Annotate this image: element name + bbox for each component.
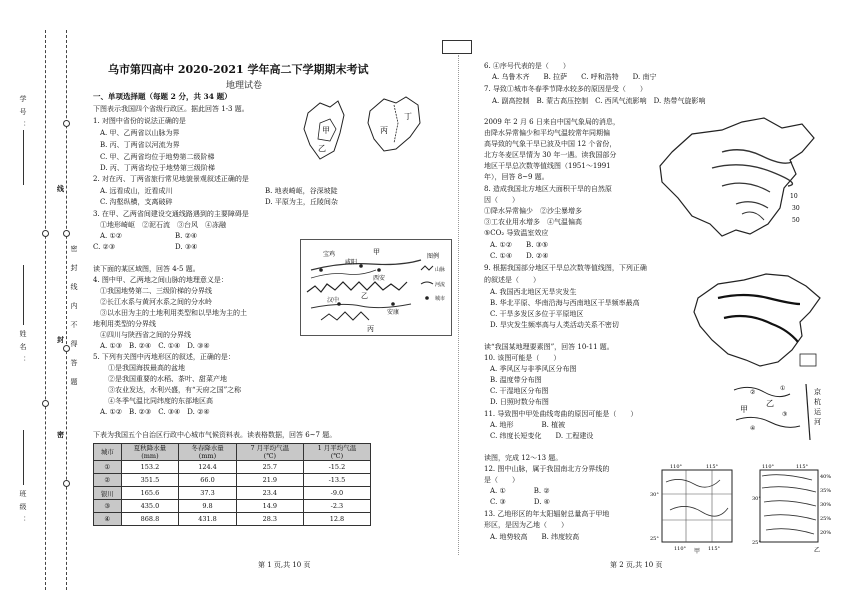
question-text: 8. 造成我国北方地区大面积干旱的自然原 [484,185,612,193]
option-text: ①地形崎岖 ②泥石流 ③台风 ④冻融 [100,221,226,229]
table-cell: 351.5 [121,474,179,487]
map2-label: 西安 [373,275,386,282]
option-text: B. 华北平原、华南沿海与西南地区干旱频率最高 [490,299,640,307]
question-text: 读下面的某区域图，回答 4-5 题。 [93,265,200,273]
passage-text: 读“我国某地理要素图”，回答 10-11 题。 [484,343,614,351]
option-text: ③工农业用水增多 ④气温偏高 [484,218,582,226]
table-cell: 23.4 [236,487,303,500]
table-header: 冬春降水量 (mm) [179,444,237,461]
canal-label: 河 [814,418,821,426]
legend-title: 图例 [427,253,440,260]
question-text: 12. 图中山脉，属于我国南北方分界线的 [484,465,610,473]
table-header-row [94,444,371,461]
exam-subtitle: 地理试卷 [226,81,263,91]
city-dot [359,264,363,268]
option-text: B. 温度带分布图 [490,376,542,384]
map1-label: 丙 [380,126,388,135]
percent-label: 25% [820,516,832,522]
map2-label: 咸阳 [345,259,358,266]
table-row [94,500,371,513]
map1-label: 甲 [322,126,330,135]
canal-label: ② [750,389,756,396]
percent-label: 35% [820,488,832,494]
section-heading: 一、单项选择题（每题 2 分，共 34 题） [93,92,232,101]
question-text: 6. ④序号代表的是（ ） [484,62,570,70]
option-text: ③以水田为主的土地利用类型和以旱地为主的土 [100,309,247,317]
table-row [94,474,371,487]
table-row [94,461,371,474]
question-text: 的叙述是（ ） [484,276,540,284]
grid-map-left [650,462,746,554]
option-text: A. ①③ B. ②④ C. ①④ D. ③④ [100,342,210,350]
score-box [442,40,472,54]
canal-map [730,380,830,442]
seal-word: 题 [70,378,78,386]
map2-label: 宝鸡 [323,251,336,258]
table-cell: 868.8 [121,513,179,526]
table-cell: -13.5 [303,474,370,487]
table-cell: 25.7 [236,461,303,474]
passage-text: 北方冬麦区旱情为 30 年一遇。读我国部分 [484,151,617,159]
option-text: ①降水异常偏少 ②沙尘暴增多 [484,207,582,215]
seal-word: 封 [70,264,78,272]
option-text: C. 沟壑纵横，支离破碎 [100,198,173,206]
degree-label: 25° [752,540,761,546]
table-cell: 9.8 [179,500,237,513]
question-text: 4. 图中甲、乙两地之间山脉的地理意义是： [93,276,228,284]
percent-label: 30% [820,502,832,508]
binding-line-1 [45,30,46,590]
option-text: A. 副高控制 B. 蒙古高压控制 C. 西风气流影响 D. 热带气旋影响 [492,97,706,105]
option-text: D. 丙、丁两省均位于地势第三级阶梯 [100,164,215,172]
question-text: 11. 导致图中甲处曲线弯曲的原因可能是（ ） [484,410,638,418]
passage-text: 读图，完成 12～13 题。 [484,454,563,462]
option-text: A. 我国西北地区无旱灾发生 [490,288,577,296]
seal-word: 密 [70,245,78,253]
line-mark: 封 [57,335,64,344]
binding-hole [63,230,70,237]
degree-label: 30° [650,492,659,498]
question-text: 2. 对在丙、丁两省旅行常见地貌景观叙述正确的是 [93,175,249,183]
seal-word: 答 [70,359,78,367]
map1-label: 乙 [318,144,326,153]
table-cell: ① [94,461,122,474]
option-text: D. 日照时数分布图 [490,398,549,406]
grid-map-right [752,462,836,554]
legend-item: 河流 [435,282,446,288]
table-row [94,487,371,500]
option-text: C. ③ D. ④ [490,498,550,506]
binding-hole [63,120,70,127]
element-map [688,268,828,373]
binding-hole [63,480,70,487]
degree-label: 30° [752,496,761,502]
seal-word: 内 [70,302,78,310]
question-text: 9. 根据我国部分地区干旱总次数等值线图，下列正确 [484,264,647,272]
class-field[interactable] [23,430,25,485]
city-dot [319,268,323,272]
legend-item: 城市 [435,296,446,302]
passage-text: 年），回答 8~9 题。 [484,173,549,181]
passage-text: 高导致的气象干旱已波及中国 12 个省份， [484,140,617,148]
degree-label: 115° [706,464,719,470]
degree-label: 115° [796,464,809,470]
table-cell: ③ [94,500,122,513]
table-cell: 165.6 [121,487,179,500]
question-text: 是（ ） [484,476,519,484]
table-cell: 银川 [94,487,122,500]
table-cell: 124.4 [179,461,237,474]
isoline-number: 50 [792,217,800,224]
table-header: 城市 [94,444,122,461]
id-field[interactable] [23,130,25,185]
province-map [300,93,430,175]
seal-words [69,240,79,392]
option-text: C. 干湿地区分布图 [490,387,549,395]
name-label: 姓名： [19,330,27,369]
option-text: ⑤CO₂ 导致温室效应 [484,229,549,237]
option-text: B. 丙、丁两省以河流为界 [100,141,180,149]
exam-title: 乌市第四高中 2020-2021 学年高二下学期期末考试 [108,63,369,76]
percent-label: 40% [820,474,832,480]
question-text: 10. 该图可能是（ ） [484,354,561,362]
page-footer: 第 2 页,共 10 页 [610,561,663,569]
canal-label: 乙 [766,399,774,408]
table-cell: -9.0 [303,487,370,500]
table-cell: -15.2 [303,461,370,474]
question-text: 形区，是因为乙地（ ） [484,521,568,529]
option-text: A. ①② B. ③⑤ [490,241,549,249]
name-field[interactable] [23,265,25,325]
map2-label: 丙 [367,325,374,333]
table-cell: 37.3 [179,487,237,500]
region-map [300,239,452,336]
question-text: 13. 乙地形区的年太阳辐射总量高于甲地 [484,510,610,518]
option-text: 地利用类型的分界线 [93,320,156,328]
option-text: C. 干旱多发区多位于平原地区 [490,310,584,318]
question-text: 5. 下列有关图中丙地形区的叙述，正确的是： [93,353,235,361]
option-text: ①我国地势第二、三级阶梯的分界线 [100,287,212,295]
option-text: C. ①④ D. ②④ [490,252,549,260]
page-divider [458,55,459,555]
option-text: A. ①② B. ②③ C. ③④ D. ②④ [100,408,210,416]
line-mark: 线 [57,184,64,193]
map2-label: 乙 [361,292,368,300]
option-text: A. 地势较高 B. 纬度较高 [490,533,580,541]
option-text: C. 纬度长短变化 D. 工程建设 [490,432,594,440]
table-header: 夏秋降水量 (mm) [121,444,179,461]
table-cell: 12.8 [303,513,370,526]
option-text: B. ②④ [175,232,198,240]
passage-text: 由降水异常偏少和平均气温较常年同期偏 [484,129,610,137]
map2-label: 汉中 [327,297,340,304]
option-text: A. 乌鲁木齐 B. 拉萨 C. 呼和浩特 D. 南宁 [492,73,657,81]
passage-text: 地区干旱总次数等值线图（1951～1991 [484,162,611,170]
table-cell: -2.3 [303,500,370,513]
canal-label: ④ [750,425,756,432]
degree-label: 115° [708,546,721,552]
percent-label: 20% [820,530,832,536]
option-text: ②是我国重要的水稻、茶叶、甜菜产地 [108,375,227,383]
option-text: ②长江水系与黄河水系之间的分水岭 [100,298,212,306]
option-text: A. 季风区与非季风区分布图 [490,365,577,373]
table-cell: 435.0 [121,500,179,513]
canal-label: ① [780,385,786,392]
id-label: 学号： [19,95,27,134]
option-text: ④冬季气温比同纬度的东部地区高 [108,397,213,405]
option-text: C. 甲、乙两省均位于地势第二级阶梯 [100,153,215,161]
passage-text: 2009 年 2 月 6 日来自中国气象局的消息， [484,118,620,126]
degree-label: 25° [650,536,659,542]
option-text: B. 地表崎岖，谷深坡陡 [265,187,338,195]
city-dot [377,268,381,272]
table-cell: 66.0 [179,474,237,487]
table-header: 1 月平均气温 (℃) [303,444,370,461]
map2-label: 安康 [387,309,400,316]
isoline-number: 10 [790,193,798,200]
map2-label: 甲 [373,248,380,256]
degree-label: 110° [674,546,687,552]
binding-hole [42,400,49,407]
option-text: ①是我国海拔最高的盆地 [108,364,185,372]
table-cell: 431.8 [179,513,237,526]
city-dot [391,302,395,306]
option-text: ④四川与陕西省之间的分界线 [100,331,191,339]
grid-map-label: 甲 [694,548,701,554]
drought-isoline-map [652,112,822,252]
table-header: 7 月平均气温 (℃) [236,444,303,461]
option-text: A. ① B. ② [490,487,550,495]
binding-line-2 [66,30,67,590]
climate-table [93,443,371,526]
table-cell: ② [94,474,122,487]
degree-label: 110° [762,464,775,470]
class-label: 班级： [19,490,27,529]
option-text: D. ③④ [175,243,198,251]
binding-hole [42,230,49,237]
option-text: A. 甲、乙两省以山脉为界 [100,129,180,137]
option-text: C. ②③ [93,243,116,251]
question-text: 3. 在甲、乙两省间建设交通线路遇到的主要障碍是 [93,210,249,218]
canal-label: 甲 [740,405,748,414]
option-text: D. 旱灾发生频率高与人类活动关系不密切 [490,321,619,329]
question-text: 下图表示我国四个省级行政区。据此回答 1-3 题。 [93,105,249,113]
isoline-number: 30 [792,205,800,212]
canal-label: 京 [814,388,821,396]
line-mark: 密 [57,430,64,439]
degree-label: 110° [670,464,683,470]
table-row [94,513,371,526]
option-text: A. ①② [100,232,123,240]
seal-word: 得 [70,340,78,348]
option-text: A. 远看成山，近看成川 [100,187,173,195]
question-text: 1. 对图中省份的说法正确的是 [93,117,186,125]
table-cell: 21.9 [236,474,303,487]
table-cell: 153.2 [121,461,179,474]
option-text: ③农业发达，水利兴盛，有“天府之国”之称 [108,386,242,394]
seal-word: 线 [70,283,78,291]
canal-label: 杭 [814,398,821,406]
map1-label: 丁 [404,112,412,121]
question-text: 下表为我国五个自治区行政中心城市气候资料表。读表格数据，回答 6~7 题。 [93,431,337,439]
option-text: D. 平原为主，丘陵间杂 [265,198,338,206]
question-text: 因（ ） [484,196,519,204]
table-cell: 14.9 [236,500,303,513]
table-cell: ④ [94,513,122,526]
grid-map-label: 乙 [814,547,821,554]
seal-word: 不 [70,321,78,329]
option-text: A. 地形 B. 植被 [490,421,566,429]
legend-item: 山脉 [435,267,446,273]
table-cell: 28.3 [236,513,303,526]
canal-label: 运 [814,408,821,416]
question-text: 7. 导致①城市冬春季节降水较多的原因是受（ ） [484,85,647,93]
canal-label: ③ [782,411,788,418]
page-footer: 第 1 页,共 10 页 [258,561,311,569]
